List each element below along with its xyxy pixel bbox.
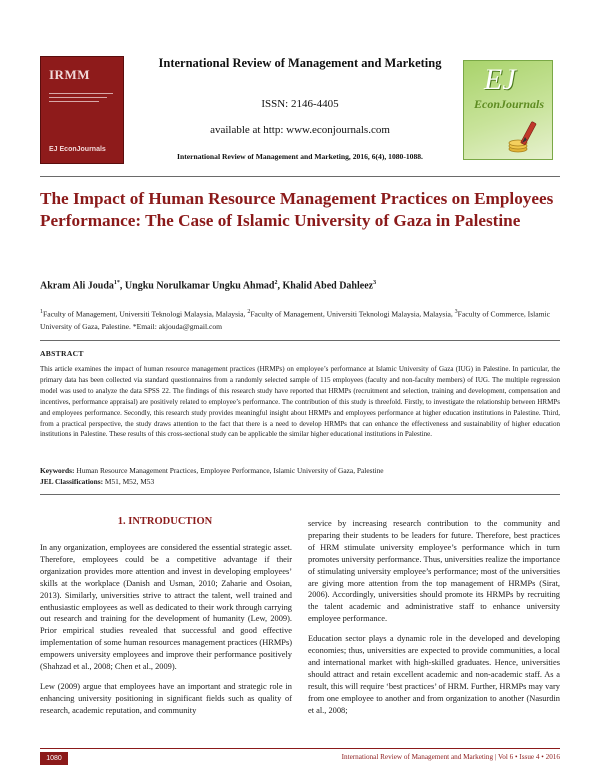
right-column bbox=[308, 518, 560, 725]
header-rule bbox=[40, 176, 560, 177]
citation-line: International Review of Management and Marketing, 2016, 6(4), 1080-1088. bbox=[177, 152, 423, 161]
paragraph: Education sector plays a dynamic role in the developed and developing economies; thus, universities are expected to provide communities, a local and international market with high-skilled graduates. Hence, universities should attract and retain excellent academic and non-academic staff. As a result, this will require ‘best practices’ of HRM. Further, HRMPs may vary from one employee to another and from organization to another (Nasurdin et al., 2008; bbox=[308, 634, 560, 715]
abstract-bottom-rule bbox=[40, 494, 560, 495]
author-name: Ungku Norulkamar Ungku Ahmad bbox=[124, 280, 275, 292]
affiliation-sup: 2 bbox=[247, 309, 251, 315]
author-sup: 3 bbox=[373, 280, 377, 286]
affiliation-sup: 3 bbox=[454, 309, 458, 315]
cover-line bbox=[49, 97, 107, 98]
jel-classifications bbox=[40, 476, 560, 487]
logo-letters: EJ bbox=[484, 63, 516, 96]
article-title: The Impact of Human Resource Management Practices on Employees Performance: The Case of Islamic University of Gaza in Palestine bbox=[40, 189, 554, 230]
journal-title: International Review of Management and Marketing bbox=[158, 56, 442, 70]
abstract-heading: ABSTRACT bbox=[40, 349, 84, 358]
affiliation-1: Faculty of Management, Universiti Teknologi Malaysia, Malaysia, bbox=[43, 309, 248, 319]
author-name: Khalid Abed Dahleez bbox=[282, 280, 374, 292]
author-sup: 2 bbox=[274, 280, 278, 286]
cover-line bbox=[49, 101, 99, 102]
affiliations bbox=[40, 306, 560, 333]
logo-name: EconJournals bbox=[473, 97, 545, 111]
paragraph: service by increasing research contribution to the community and preparing their students to be leaders for future. Therefore, best practices of HRM stimulate university employee’s performance which in turn promotes university performance. Thus, universities realize the importance of stimulating university employee’s performance; most of the universities are giving more attention from the top management of HRMPs (Sirat, 2006). Accordingly, universities should promote its HRMPs by recruiting the talent academic and administrative staff to enhance university employee performance. bbox=[308, 519, 560, 624]
journal-cover-image bbox=[40, 56, 124, 164]
abstract-top-rule bbox=[40, 340, 560, 341]
pen-and-coins-icon bbox=[504, 117, 544, 155]
affiliation-sup: 1 bbox=[40, 309, 43, 315]
footer-text: International Review of Management and Marketing | Vol 6 • Issue 4 • 2016 bbox=[341, 753, 560, 761]
issn: ISSN: 2146-4405 bbox=[261, 98, 339, 110]
page-number: 1080 bbox=[40, 752, 68, 765]
econjournals-logo bbox=[463, 60, 553, 160]
cover-title: IRMM bbox=[49, 67, 90, 82]
cover-footer: EJ EconJournals bbox=[49, 146, 106, 153]
affiliation-2: Faculty of Management, Universiti Teknologi Malaysia, Malaysia, bbox=[250, 309, 455, 319]
affiliation-3: Faculty of Commerce, Islamic University of Gaza, Palestine. *Email: akjouda@gmail.com bbox=[40, 309, 551, 331]
keywords-label: Keywords: bbox=[40, 466, 75, 475]
author-name: Akram Ali Jouda bbox=[40, 280, 114, 292]
jel-label: JEL Classifications: bbox=[40, 477, 104, 486]
left-column bbox=[40, 542, 292, 725]
abstract-text: This article examines the impact of human resource management practices (HRMPs) on employee’s performance at Islamic University of Gaza (IUG) in Palestine. In particular, the primary data has been collected via standard questionnaires from a randomly selected sample of 115 employees (faculty and non-faculty members) of IUG. The multiple regression model was used to analyze the data SPSS 22. The findings of this research study have reported that HRMPs (recruitment and selection, training and development, compensation and incentives, performance appraisal) are positively related to employee’s performance. The contribution of this study is threefold. Firstly, to investigate the relationship between HRMPs and employees performance. Secondly, this research study provides meaningful insight about HRMPs and employees performance at higher education institutions in Palestine. Third, from a practical perspective, the study draws attention to the fact that there is a need to develop HRMPs that can enhance the effectiveness and sustainability of higher education institutions in Palestine. These results of this cross-sectional study can be applicable the similar higher educational institutions in Palestine. bbox=[40, 365, 560, 439]
footer-rule bbox=[40, 748, 560, 749]
paragraph: In any organization, employees are considered the essential strategic asset. Therefore, employees could be a competitive advantage if their organization provides more attention and invest in developing employees’ skills at the workplace (Danish and Usman, 2010; Zaharie and Osoian, 2013). Similarly, universities strive to attract the talent, well trained and enthusiastic employees as well as dedicated to their work through carrying out research and training for the development of humanity (Lew, 2009). Prior empirical studies revealed that successful and good effective implementation of some human resources management practices (HRMPs) empowers university employees and improve their performance positively (Shahzad et al., 2008; Chen et al., 2009). bbox=[40, 543, 292, 672]
authors: Akram Ali Jouda$^{1*}$, Ungku Norulkamar Ungku Ahmad$^2$, Khalid Abed Dahleez$^3$ bbox=[40, 280, 377, 292]
paragraph: Lew (2009) argue that employees have an important and strategic role in enhancing university positioning in significant fields such as quality of research, academic reputation, and community bbox=[40, 681, 292, 715]
jel-value: M51, M52, M53 bbox=[104, 477, 155, 486]
keywords bbox=[40, 465, 560, 476]
section-heading: 1. INTRODUCTION bbox=[117, 516, 213, 527]
cover-line bbox=[49, 93, 113, 94]
author-sup: 1* bbox=[113, 280, 120, 286]
available-at: available at http: www.econjournals.com bbox=[210, 124, 390, 136]
keywords-value: Human Resource Management Practices, Employee Performance, Islamic University of Gaza, Palestine bbox=[76, 466, 384, 475]
